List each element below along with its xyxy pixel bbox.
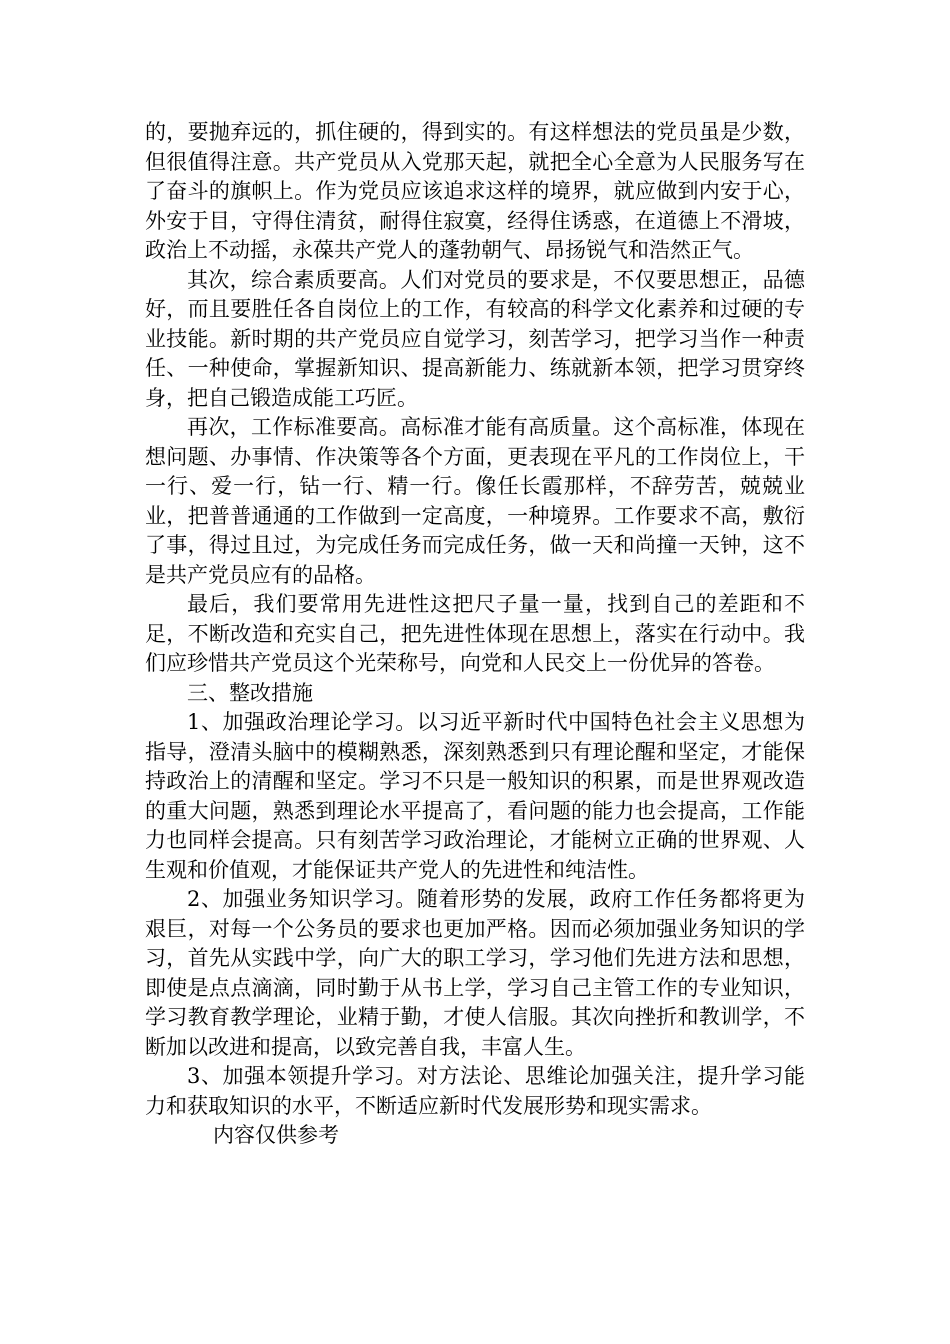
measure-item-2: 2、加强业务知识学习。随着形势的发展，政府工作任务都将更为艰巨，对每一个公务员的要求也更加严格。因而必须加强业务知识的学习，首先从实践中学，向广大的职工学习，学习他们先进方法和思想，即使是点点滴滴，同时勤于从书上学，学习自己主管工作的专业知识，学习教育教学理论，业精于勤，才使人信服。其次向挫折和教训学，不断加以改进和提高，以致完善自我，丰富人生。 (145, 887, 805, 1059)
measure-item-1: 1、加强政治理论学习。以习近平新时代中国特色社会主义思想为指导，澄清头脑中的模糊熟悉，深刻熟悉到只有理论醒和坚定，才能保持政治上的清醒和坚定。学习不只是一般知识的积累，而是世界观改造的重大问题，熟悉到理论水平提高了，看问题的能力也会提高，工作能力也同样会提高。只有刻苦学习政治理论，才能树立正确的世界观、人生观和价值观，才能保证共产党人的先进性和纯洁性。 (145, 710, 805, 882)
reference-note: 内容仅供参考 (213, 1123, 339, 1147)
paragraph-finally: 最后，我们要常用先进性这把尺子量一量，找到自己的差距和不足，不断改造和充实自己，把先进性体现在思想上，落实在行动中。我们应珍惜共产党员这个光荣称号，向党和人民交上一份优异的答卷。 (145, 592, 805, 675)
measure-item-3: 3、加强本领提升学习。对方法论、思维论加强关注，提升学习能力和获取知识的水平，不断适应新时代发展形势和现实需求。 (145, 1064, 805, 1118)
paragraph-thirdly: 再次，工作标准要高。高标准才能有高质量。这个高标准，体现在想问题、办事情、作决策等各个方面，更表现在平凡的工作岗位上，干一行、爱一行，钻一行、精一行。像任长霞那样，不辞劳苦，兢兢业业，把普普通通的工作做到一定高度，一种境界。工作要求不高，敷衍了事，得过且过，为完成任务而完成任务，做一天和尚撞一天钟，这不是共产党员应有的品格。 (145, 415, 805, 587)
paragraph-secondly: 其次，综合素质要高。人们对党员的要求是，不仅要思想正，品德好，而且要胜任各自岗位上的工作，有较高的科学文化素养和过硬的专业技能。新时期的共产党员应自觉学习，刻苦学习，把学习当作一种责任、一种使命，掌握新知识、提高新能力、练就新本领，把学习贯穿终身，把自己锻造成能工巧匠。 (145, 267, 805, 410)
paragraph-continuation: 的，要抛弃远的，抓住硬的，得到实的。有这样想法的党员虽是少数，但很值得注意。共产党员从入党那天起，就把全心全意为人民服务写在了奋斗的旗帜上。作为党员应该追求这样的境界，就应做到内安于心，外安于目，守得住清贫，耐得住寂寞，经得住诱惑，在道德上不滑坡，政治上不动摇，永葆共产党人的蓬勃朝气、昂扬锐气和浩然正气。 (145, 120, 805, 262)
document-page (145, 118, 805, 1151)
section-heading-rectification: 三、整改措施 (187, 680, 313, 705)
